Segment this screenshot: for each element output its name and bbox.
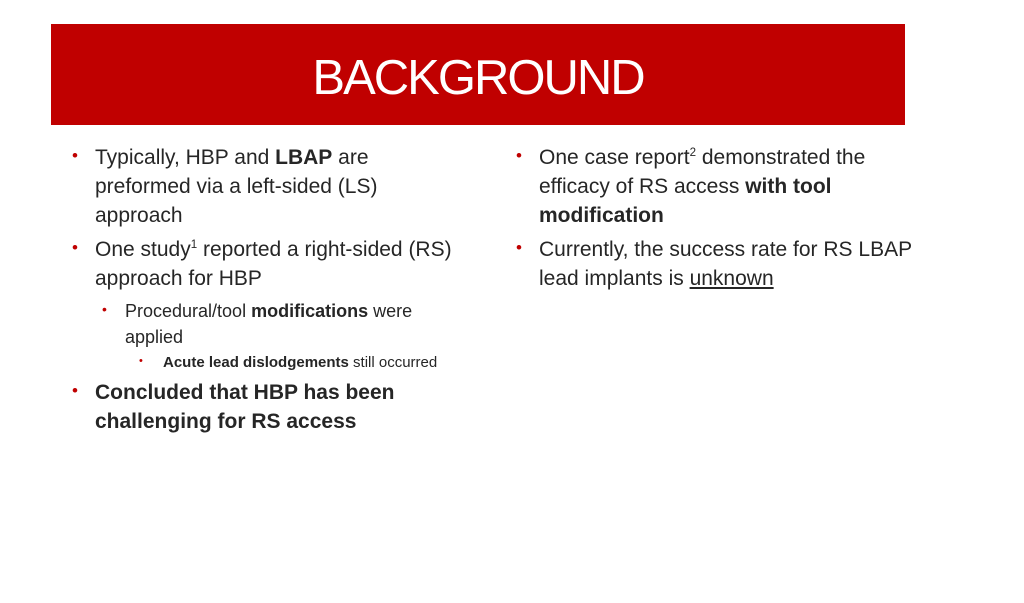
bullet-text-underlined: unknown	[689, 267, 774, 290]
bullet-item-rs-study	[72, 235, 462, 293]
bullet-text: still occurred	[348, 354, 438, 371]
bullet-text-bold: with tool modification	[539, 175, 832, 227]
citation-superscript: 2	[689, 147, 697, 159]
bullet-text-bold: Acute lead dislodgements	[163, 354, 349, 371]
bullet-text: are preformed via a left-sided (LS) approach	[95, 146, 378, 227]
title-banner	[51, 24, 905, 125]
bullet-text: One study	[95, 238, 191, 261]
left-column	[72, 143, 462, 441]
bullet-text: Typically, HBP and	[95, 146, 276, 169]
bullet-item-success-rate	[516, 235, 916, 293]
bullet-text-bold: Concluded that HBP has been challenging for RS access	[95, 381, 395, 433]
bullet-text: demonstrated the efficacy of RS access	[539, 146, 866, 198]
bullet-text: Currently, the success rate for RS LBAP lead implants is	[539, 238, 912, 290]
bullet-icon: •	[72, 146, 78, 165]
bullet-text: Procedural/tool	[125, 301, 252, 321]
slide-title: BACKGROUND	[312, 51, 644, 105]
bullet-icon: •	[139, 355, 143, 367]
bullet-text-bold: LBAP	[275, 146, 333, 169]
bullet-icon: •	[516, 238, 522, 257]
bullet-icon: •	[102, 301, 107, 317]
bullet-icon: •	[72, 238, 78, 257]
bullet-icon: •	[72, 381, 78, 400]
right-column	[516, 143, 916, 298]
bullet-text: were applied	[125, 301, 413, 347]
bullet-item-case-report	[516, 143, 916, 230]
bullet-text: One case report	[539, 146, 690, 169]
sub-sub-bullet-dislodgements	[139, 352, 462, 374]
bullet-item-conclusion	[72, 378, 462, 436]
sub-bullet-modifications	[102, 298, 462, 350]
bullet-icon: •	[516, 146, 522, 165]
bullet-text-bold: modifications	[251, 301, 369, 321]
bullet-item-hbp-lbap-ls	[72, 143, 462, 230]
bullet-text: reported a right-sided (RS) approach for HBP	[95, 238, 452, 290]
citation-superscript: 1	[190, 239, 198, 251]
